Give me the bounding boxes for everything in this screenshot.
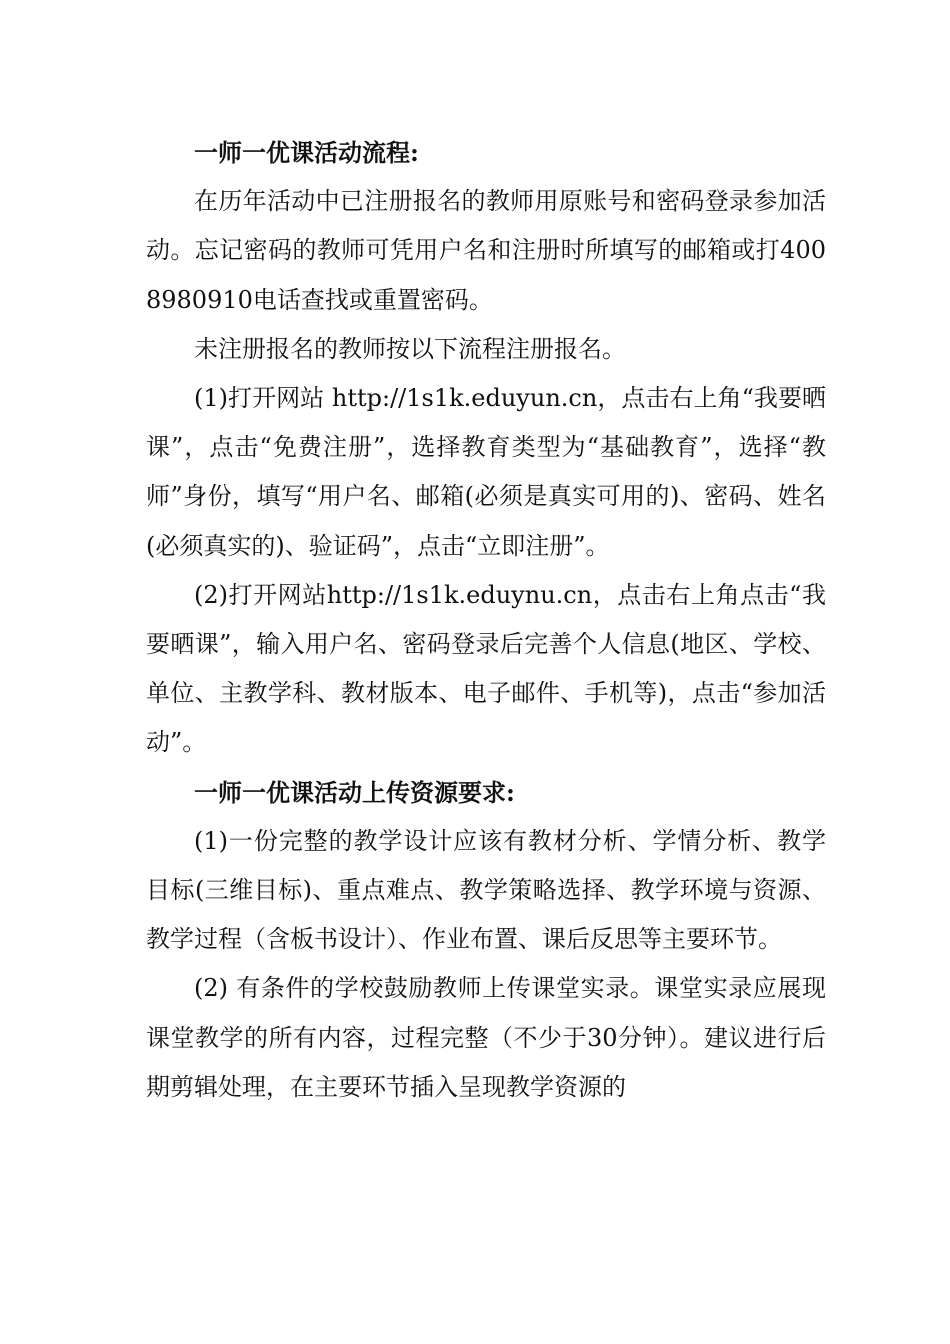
paragraph-step-2-join: (2)打开网站http://1s1k.eduynu.cn，点击右上角点击“我要晒课”，输入用户名、密码登录后完善个人信息(地区、学校、单位、主教学科、教材版本、电子邮件、手机等)，点击“参加活动”。: [146, 580, 826, 757]
paragraph-requirement-2-recording: (2) 有条件的学校鼓励教师上传课堂实录。课堂实录应展现课堂教学的所有内容，过程完整（不少于30分钟）。建议进行后期剪辑处理，在主要环节插入呈现教学资源的: [146, 974, 826, 1101]
document-body: [146, 128, 826, 1112]
paragraph-step-1-register: (1)打开网站 http://1s1k.eduyun.cn，点击右上角“我要晒课”，点击“免费注册”，选择教育类型为“基础教育”，选择“教师”身份，填写“用户名、邮箱(必须是真实可用的)、密码、姓名(必须真实的)、验证码”，点击“立即注册”。: [146, 384, 826, 560]
paragraph-requirement-1-design: (1)一份完整的教学设计应该有教材分析、学情分析、教学目标(三维目标)、重点难点、教学策略选择、教学环境与资源、教学过程（含板书设计）、作业布置、课后反思等主要环节。: [146, 826, 826, 954]
section-heading-upload-requirements: 一师一优课活动上传资源要求:: [194, 777, 515, 807]
paragraph-registered-teachers: 在历年活动中已注册报名的教师用原账号和密码登录参加活动。忘记密码的教师可凭用户名和注册时所填写的邮箱或打4008980910电话查找或重置密码。: [146, 187, 826, 314]
section-heading-process: 一师一优课活动流程:: [194, 138, 419, 167]
paragraph-unregistered-intro: 未注册报名的教师按以下流程注册报名。: [194, 334, 626, 363]
